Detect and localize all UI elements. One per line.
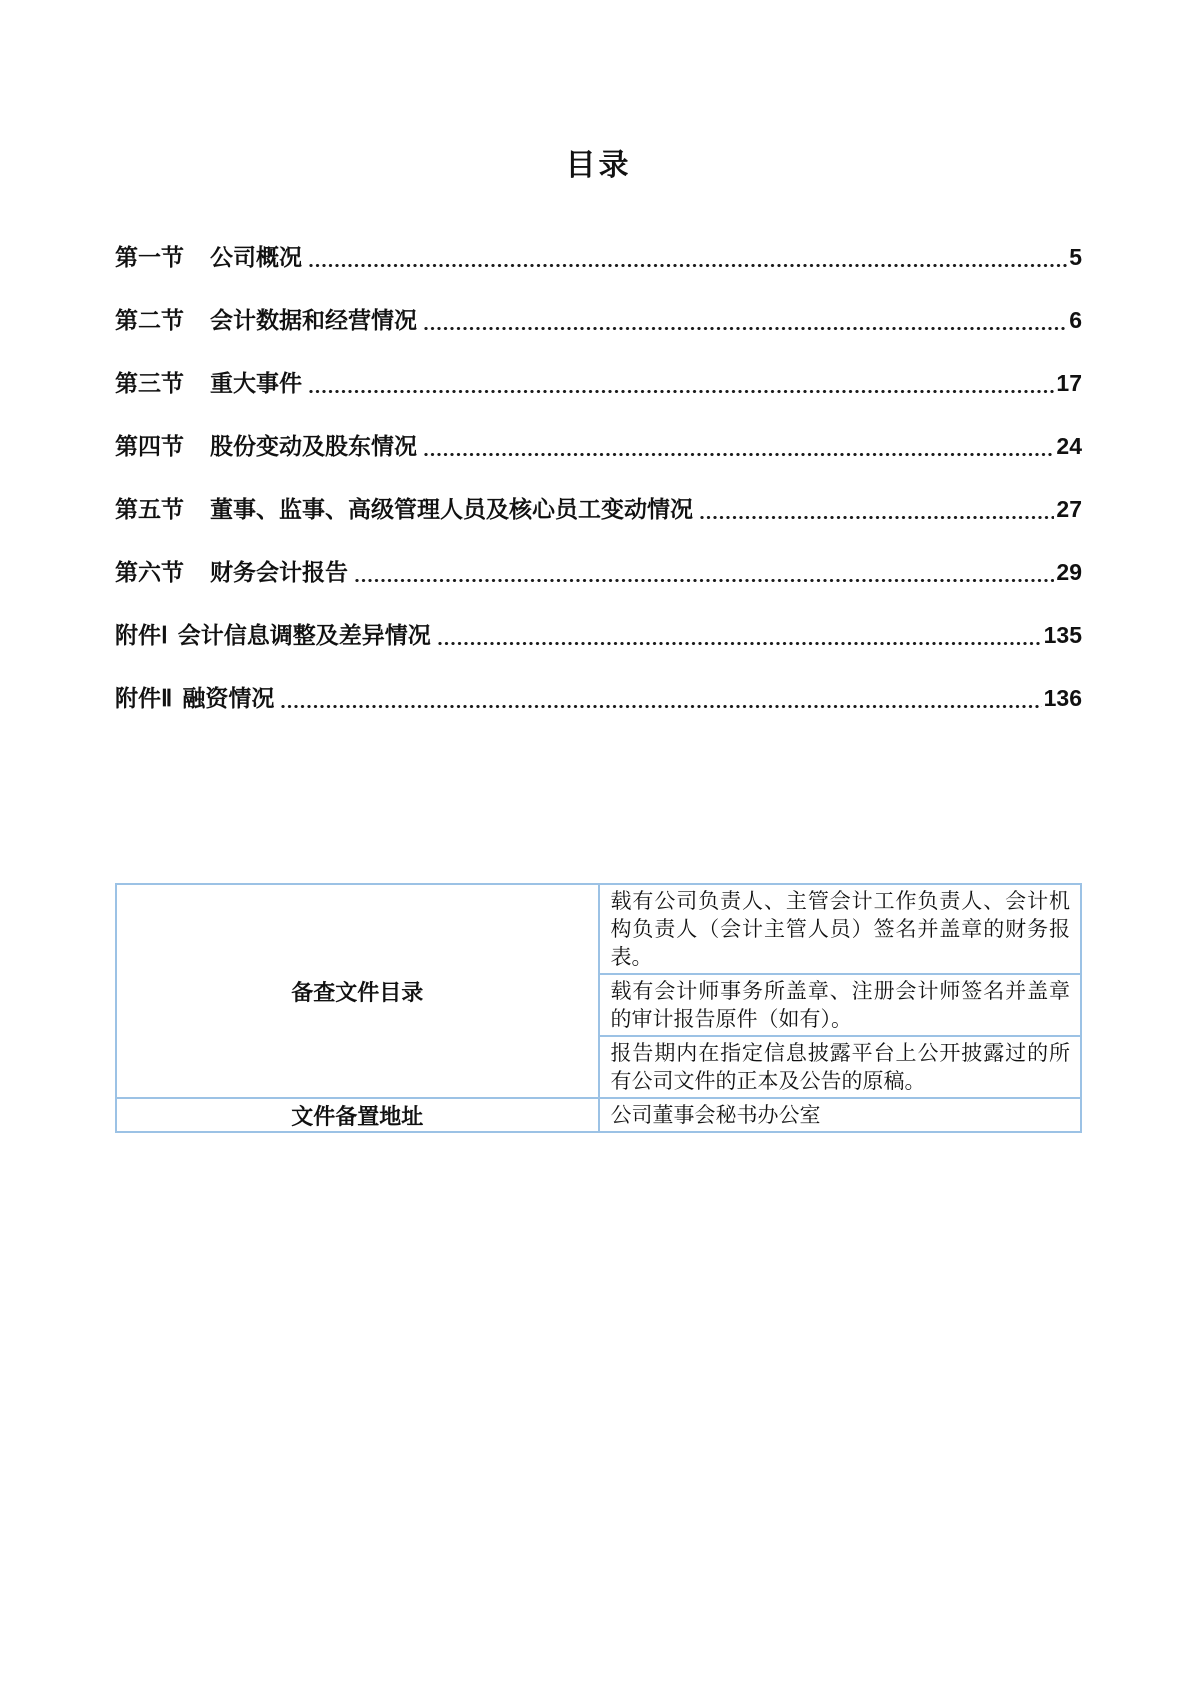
- toc-section-title: 会计数据和经营情况: [210, 307, 417, 334]
- toc-section-number: 第二节: [115, 307, 184, 334]
- table-cell-document-item-2: 载有会计师事务所盖章、注册会计师签名并盖章的审计报告原件（如有）。: [599, 974, 1082, 1036]
- toc-page-number: 24: [1056, 433, 1082, 460]
- dot-leader: [438, 642, 1042, 645]
- table-label-filing-address: 文件备置地址: [116, 1098, 599, 1132]
- toc-section-number: 第六节: [115, 559, 184, 586]
- table-label-documents-catalog: 备查文件目录: [116, 884, 599, 1098]
- toc-section-number: 附件Ⅱ: [115, 685, 173, 712]
- toc-section-number: 第四节: [115, 433, 184, 460]
- toc-section-number: 第一节: [115, 244, 184, 271]
- dot-leader: [424, 453, 1054, 456]
- dot-leader: [309, 390, 1054, 393]
- toc-section-title: 董事、监事、高级管理人员及核心员工变动情况: [210, 496, 693, 523]
- dot-leader: [424, 327, 1067, 330]
- table-row: [116, 1098, 1081, 1132]
- dot-leader: [700, 516, 1054, 519]
- table-row: [116, 884, 1081, 974]
- toc-entry-section-1[interactable]: [115, 242, 1082, 272]
- toc-entry-section-5[interactable]: [115, 494, 1082, 524]
- table-cell-document-item-1: 载有公司负责人、主管会计工作负责人、会计机构负责人（会计主管人员）签名并盖章的财务报表。: [599, 884, 1082, 974]
- page-title: 目录: [565, 149, 632, 182]
- toc-section-title: 财务会计报告: [210, 559, 348, 586]
- toc-section-title: 融资情况: [182, 685, 275, 712]
- toc-page-number: 27: [1056, 496, 1082, 523]
- toc-entry-section-3[interactable]: [115, 368, 1082, 398]
- toc-entry-section-2[interactable]: [115, 305, 1082, 335]
- toc-page-number: 135: [1043, 622, 1082, 649]
- toc-section-title: 股份变动及股东情况: [210, 433, 417, 460]
- toc-page-number: 5: [1069, 244, 1082, 271]
- toc-page-number: 29: [1056, 559, 1082, 586]
- toc-section-number: 第三节: [115, 370, 184, 397]
- toc-section-number: 第五节: [115, 496, 184, 523]
- dot-leader: [355, 579, 1054, 582]
- toc-section-title: 会计信息调整及差异情况: [177, 622, 431, 649]
- dot-leader: [309, 264, 1067, 267]
- toc-page-number: 136: [1043, 685, 1082, 712]
- table-of-contents: [115, 242, 1082, 713]
- toc-entry-appendix-1[interactable]: [115, 620, 1082, 650]
- toc-entry-section-4[interactable]: [115, 431, 1082, 461]
- table-cell-document-item-3: 报告期内在指定信息披露平台上公开披露过的所有公司文件的正本及公告的原稿。: [599, 1036, 1082, 1098]
- table-cell-filing-address-value: 公司董事会秘书办公室: [599, 1098, 1082, 1132]
- toc-page-number: 6: [1069, 307, 1082, 334]
- dot-leader: [281, 705, 1041, 708]
- toc-entry-section-6[interactable]: [115, 557, 1082, 587]
- toc-section-title: 重大事件: [210, 370, 302, 397]
- toc-entry-appendix-2[interactable]: [115, 683, 1082, 713]
- reference-documents-table: [115, 883, 1082, 1133]
- toc-page-number: 17: [1056, 370, 1082, 397]
- toc-section-number: 附件Ⅰ: [115, 622, 168, 649]
- toc-section-title: 公司概况: [210, 244, 302, 271]
